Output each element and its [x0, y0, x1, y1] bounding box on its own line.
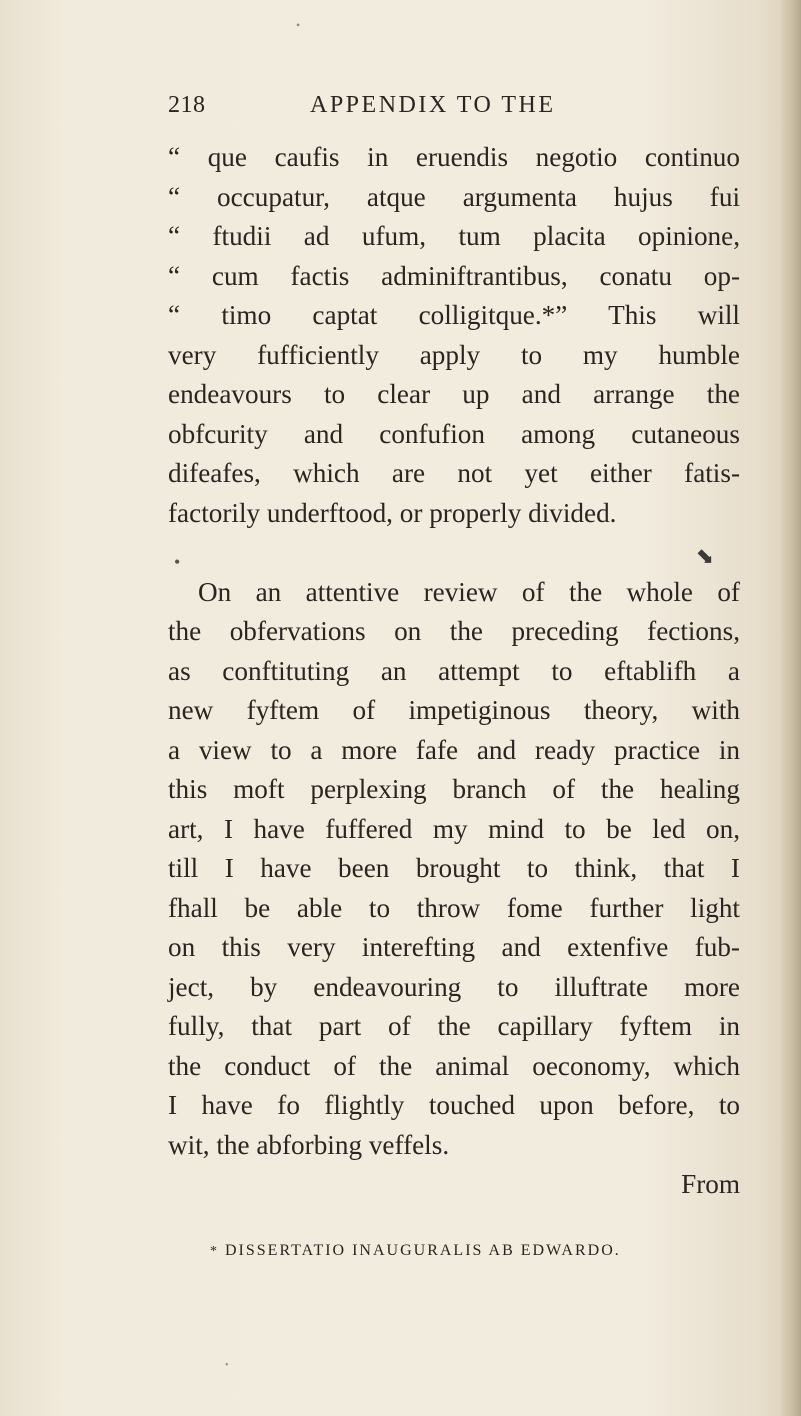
text-line: till I have been brought to think, that I [168, 853, 740, 883]
page-edge-shadow [779, 0, 801, 1416]
dot-mark: • [174, 552, 181, 572]
text-line: difeafes, which are not yet either fatis- [168, 458, 740, 488]
text-line: as conftituting an attempt to eftablifh a [168, 655, 740, 686]
text-line: “ que caufis in eruendis negotio continuo [168, 142, 740, 172]
text-line: a view to a more fafe and ready practice in [168, 734, 740, 765]
text-line: fully, that part of the capillary fyftem in [168, 1011, 740, 1041]
text-line: wit, the abforbing veffels. [168, 1129, 450, 1160]
text-line: the conduct of the animal oeconomy, which [168, 1050, 740, 1081]
footnote-text: DISSERTATIO INAUGURALIS AB EDWARDO. [225, 1242, 621, 1259]
speck: • [296, 18, 301, 32]
footnote-symbol: * [210, 1244, 219, 1259]
text-line: “ timo captat colligitque.*” This will [168, 300, 740, 330]
printer-mark [168, 533, 740, 573]
footnote [210, 1242, 621, 1260]
text-line: “ occupatur, atque argumenta hujus fui [168, 181, 740, 212]
text-line: ject, by endeavouring to illuftrate more [168, 971, 740, 1002]
body-text [168, 138, 740, 1205]
speck: • [225, 1360, 229, 1371]
text-line: factorily underftood, or properly divided. [168, 497, 617, 528]
text-line: art, I have fuffered my mind to be led on, [168, 813, 740, 844]
text-line: “ cum factis adminiftrantibus, conatu op- [168, 260, 740, 291]
text-line: the obfervations on the preceding fections, [168, 616, 740, 646]
text-line: fhall be able to throw fome further light [168, 892, 740, 923]
running-head: APPENDIX TO THE [310, 92, 556, 118]
text-line: I have fo flightly touched upon before, to [168, 1090, 740, 1120]
text-line: On an attentive review of the whole of [198, 576, 740, 607]
page-header [168, 92, 608, 126]
text-line: endeavours to clear up and arrange the [168, 379, 740, 409]
catchword: From [681, 1169, 740, 1199]
text-line: very fufficiently apply to my humble [168, 339, 740, 370]
arrow-mark-icon: ⬊ [696, 544, 715, 569]
text-line: obfcurity and confufion among cutaneous [168, 418, 740, 449]
page-number: 218 [168, 92, 206, 118]
text-line: on this very interefting and extenfive fub- [168, 932, 740, 962]
text-line: new fyftem of impetiginous theory, with [168, 695, 740, 725]
text-line: this moft perplexing branch of the healing [168, 774, 740, 804]
text-line: “ ftudii ad ufum, tum placita opinione, [168, 221, 740, 251]
